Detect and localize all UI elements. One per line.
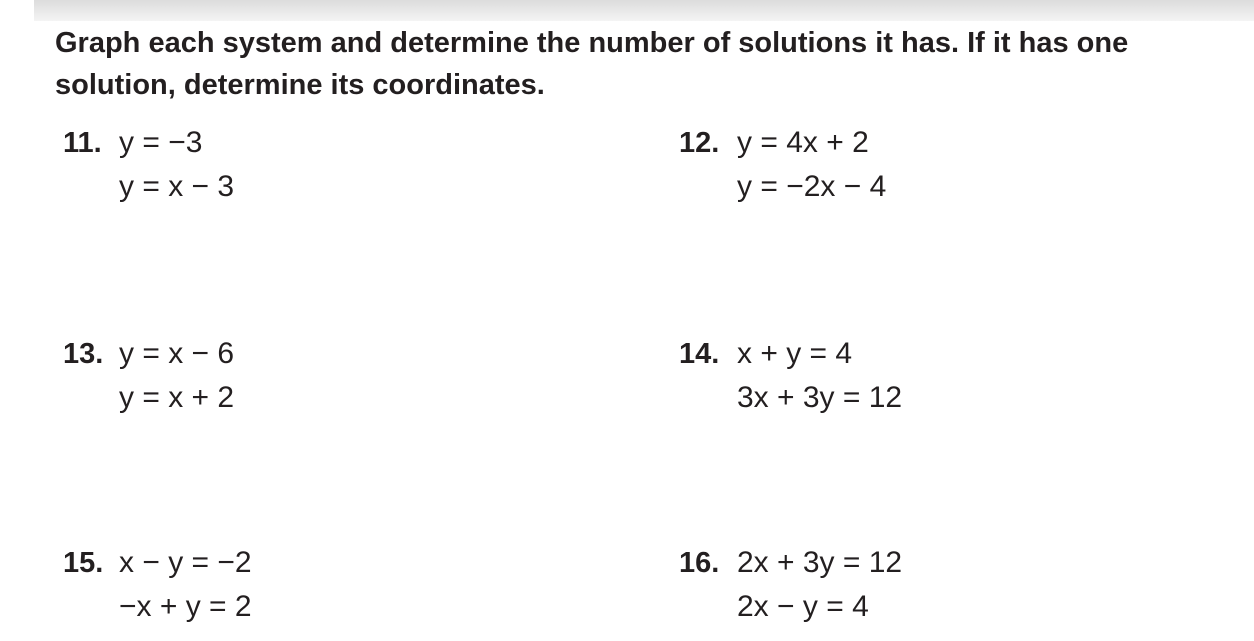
equation-2: y = −2x − 4: [737, 170, 887, 203]
problem-16: [679, 541, 1199, 641]
equation-2: y = x + 2: [119, 381, 235, 414]
problem-number: 15.: [63, 547, 104, 579]
equation-1: 2x + 3y = 12: [737, 546, 903, 579]
problem-number: 12.: [679, 127, 720, 159]
top-header-strip: [34, 0, 1254, 21]
equation-2: −x + y = 2: [119, 590, 252, 623]
equation-2: y = x − 3: [119, 170, 235, 203]
equation-2: 2x − y = 4: [737, 590, 869, 623]
problem-number: 13.: [63, 338, 104, 370]
problem-13: [63, 332, 583, 432]
problem-number: 11.: [63, 127, 102, 159]
equation-1: y = −3: [119, 126, 203, 159]
equation-1: y = x − 6: [119, 337, 235, 370]
problem-number: 14.: [679, 338, 720, 370]
problem-12: [679, 121, 1199, 221]
equation-2: 3x + 3y = 12: [737, 381, 903, 414]
equation-1: x − y = −2: [119, 546, 252, 579]
problem-11: [63, 121, 583, 221]
equation-1: y = 4x + 2: [737, 126, 869, 159]
problem-number: 16.: [679, 547, 720, 579]
instructions-text: Graph each system and determine the number of solutions it has. If it has one solution, determine its coordinates.: [55, 27, 1129, 101]
equation-1: x + y = 4: [737, 337, 853, 370]
problem-14: [679, 332, 1199, 432]
problem-15: [63, 541, 583, 641]
